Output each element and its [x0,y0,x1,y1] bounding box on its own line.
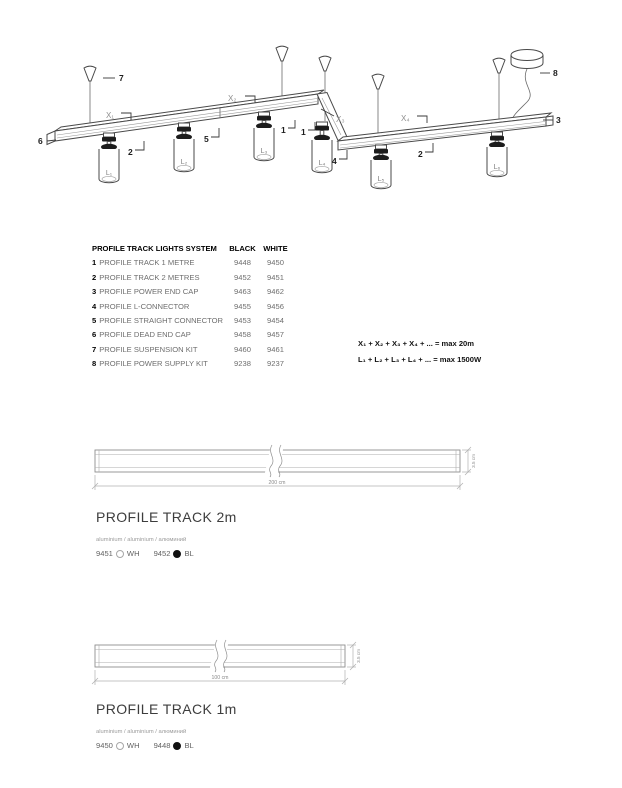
product-variants-2m [96,549,194,558]
system-limits [358,336,481,367]
lamp-label-l4: L₄ [318,160,326,167]
spotlight-l1 [99,133,119,183]
table-row: 2 PROFILE TRACK 2 METRES 9452 9451 [92,272,284,282]
track-1m-drawing [0,635,622,697]
variant-color-bl: BL [184,741,194,750]
variant-code-wh: 9451 [96,549,113,558]
height-label-2m: 3.5 cm [471,454,476,468]
product-materials-2m: aluminium / aluminium / алюминий [96,537,187,543]
white-color-swatch [116,550,124,558]
height-dimension-1m [347,642,361,670]
lamp-label-l3: L₃ [260,148,268,155]
segment-label-x3: X₃ [336,115,345,124]
table-row: 8 PROFILE POWER SUPPLY KIT 9238 9237 [92,359,284,369]
callout-l-connector: 4 [332,156,337,166]
max-length-formula: X₁ + X₂ + X₃ + X₄ + ... = max 20m [358,339,475,348]
power-end-cap [546,116,553,126]
height-dimension-2m [462,447,476,475]
length-label-1m: 100 cm [211,675,229,681]
dead-end-cap [47,131,55,145]
table-row: 1 PROFILE TRACK 1 METRE 9448 9450 [92,258,284,268]
lamp-label-l5: L₅ [377,176,385,183]
lamp-label-l2: L₂ [180,159,188,166]
product-materials-1m: aluminium / aluminium / алюминий [96,729,187,735]
variant-color-bl: BL [184,549,194,558]
callout-track-2m-right: 2 [418,149,423,159]
spotlight-l2 [174,123,194,172]
suspension-kit-cones [84,46,505,89]
lamp-label-l1: L₁ [105,170,113,177]
length-dimension-2m [92,475,463,490]
callout-track-1m-b: 1 [301,127,306,137]
table-title: PROFILE TRACK LIGHTS SYSTEM [92,244,217,253]
height-label-1m: 3.5 cm [356,649,361,663]
spotlight-l3 [254,112,274,161]
track-run-right [338,113,553,150]
table-row: 5 PROFILE STRAIGHT CONNECTOR 9453 9454 [92,316,284,326]
variant-color-wh: WH [126,741,140,750]
variant-color-wh: WH [126,549,140,558]
table-row: 7 PROFILE SUSPENSION KIT 9460 9461 [92,344,284,354]
product-title-1m: PROFILE TRACK 1m [96,701,237,717]
table-row: 3 PROFILE POWER END CAP 9463 9462 [92,287,284,297]
callout-track-1m-a: 1 [281,125,286,135]
white-color-swatch [116,742,124,750]
black-color-swatch [173,550,181,558]
callout-power-supply-kit: 8 [553,68,558,78]
product-title-2m: PROFILE TRACK 2m [96,509,237,525]
black-color-swatch [173,742,181,750]
table-row: 6 PROFILE DEAD END CAP 9458 9457 [92,330,284,340]
track-2m-drawing [0,440,622,502]
callout-suspension-kit: 7 [119,73,124,83]
callout-straight-connector: 5 [204,134,209,144]
parts-table-header [92,242,292,256]
segment-label-x4: X₄ [401,114,410,123]
variant-code-wh: 9450 [96,741,113,750]
segment-label-x2: X₂ [228,94,237,103]
variant-code-bl: 9448 [153,741,171,750]
product-variants-1m [96,741,194,750]
column-black: BLACK [229,244,256,253]
spotlight-l5 [371,145,391,189]
segment-label-x1: X₁ [106,111,115,120]
spotlight-l6 [487,132,507,177]
callout-power-end-cap: 3 [556,115,561,125]
lamp-label-l6: L₆ [493,164,501,171]
callout-track-2m-left: 2 [128,147,133,157]
max-power-formula: L₁ + L₂ + L₃ + L₄ + ... = max 1500W [358,354,482,364]
table-row: 4 PROFILE L-CONNECTOR 9455 9456 [92,301,284,311]
callout-leaders [47,73,553,159]
variant-code-bl: 9452 [153,549,171,558]
column-white: WHITE [263,244,288,253]
length-dimension-1m [92,670,348,685]
callout-dead-end-cap: 6 [38,136,43,146]
parts-table [92,242,292,372]
length-label-2m: 200 cm [268,480,286,486]
system-diagram [0,0,622,235]
